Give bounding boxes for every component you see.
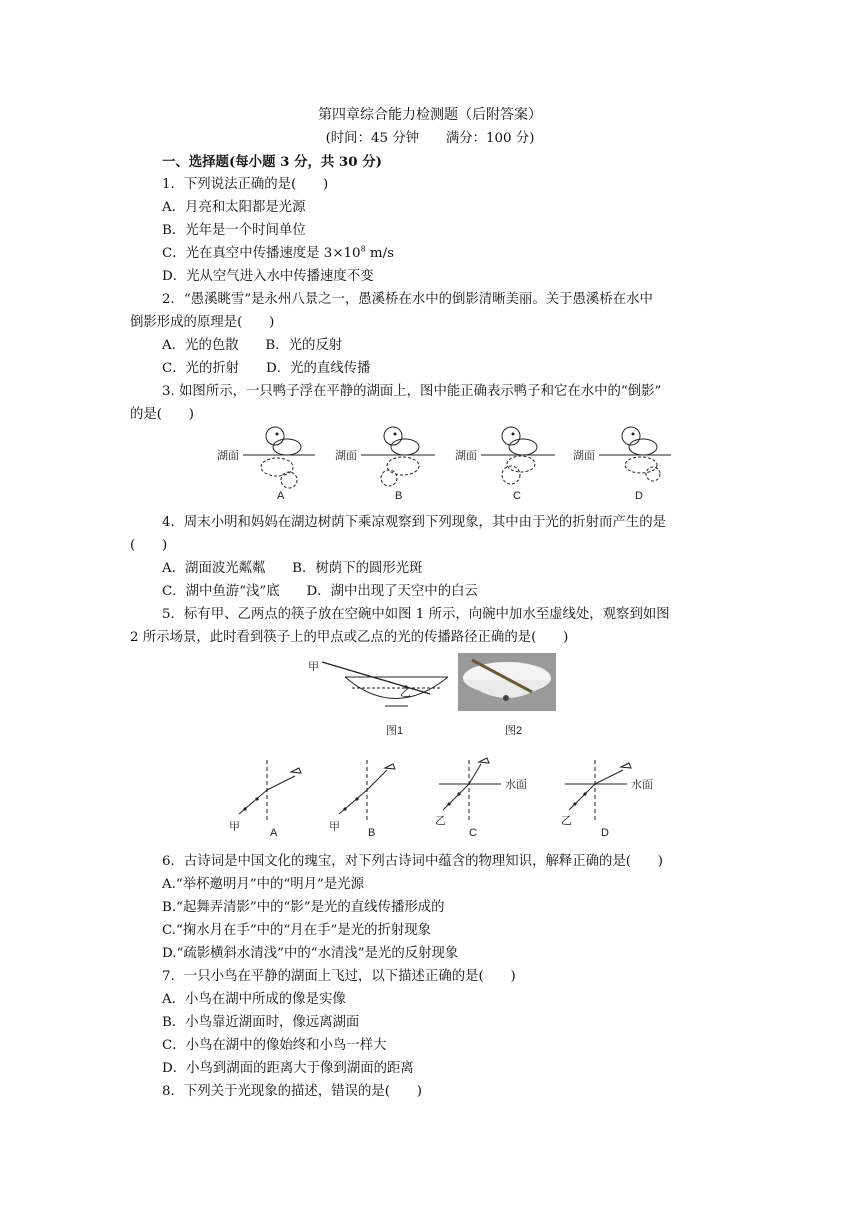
path-a-point-label: 甲 bbox=[229, 821, 240, 833]
q4-stem-line1: 4．周末小明和妈妈在湖边树荫下乘凉观察到下列现象，其中由于光的折射而产生的是 bbox=[162, 515, 666, 530]
q2-options-cd: C．光的折射 D．光的直线传播 bbox=[162, 361, 371, 376]
path-option-label-d: D bbox=[601, 827, 609, 839]
q6-option-c: C.“掬水月在手”中的“月在手”是光的折射现象 bbox=[162, 923, 432, 938]
q4-options-cd: C．湖中鱼游“浅”底 D．湖中出现了天空中的白云 bbox=[162, 584, 478, 599]
q3-stem-line1: 3. 如图所示，一只鸭子浮在平静的湖面上，图中能正确表示鸭子和它在水中的“倒影” bbox=[162, 384, 662, 399]
q4-stem-line2: ( ) bbox=[130, 538, 168, 553]
duck-option-label-d: D bbox=[635, 490, 643, 502]
point-yi-label: 乙 bbox=[400, 687, 411, 699]
q3-stem-line2: 的是( ) bbox=[130, 407, 195, 422]
q6-option-d: D.“疏影横斜水清浅”中的“水清浅”是光的反射现象 bbox=[162, 946, 459, 961]
q5-stem-line2: 2 所示场景，此时看到筷子上的甲点或乙点的光的传播路径正确的是( ) bbox=[130, 630, 569, 645]
path-option-label-a: A bbox=[270, 827, 278, 839]
point-jia-label: 甲 bbox=[308, 661, 319, 673]
q1-option-d: D．光从空气进入水中传播速度不变 bbox=[162, 269, 374, 284]
path-option-d bbox=[561, 760, 653, 839]
q5-stem-line1: 5．标有甲、乙两点的筷子放在空碗中如图 1 所示，向碗中加水至虚线处，观察到如图 bbox=[162, 607, 670, 622]
duck-option-a bbox=[217, 427, 315, 502]
q1-option-a: A．月亮和太阳都是光源 bbox=[162, 200, 306, 215]
duck-option-label-b: B bbox=[395, 490, 403, 502]
duck-option-d bbox=[573, 427, 671, 502]
q2-stem-line1: 2．“愚溪眺雪”是永州八景之一，愚溪桥在水中的倒影清晰美丽。关于愚溪桥在水中 bbox=[162, 292, 653, 307]
q5-bowl-figures bbox=[300, 650, 570, 742]
path-option-label-c: C bbox=[469, 827, 477, 839]
water-label-c: 水面 bbox=[505, 779, 527, 791]
duck-option-label-c: C bbox=[513, 490, 521, 502]
water-label-d: 水面 bbox=[631, 779, 653, 791]
figure-2-caption: 图2 bbox=[505, 725, 523, 737]
q1-option-c bbox=[162, 244, 394, 264]
q6-option-b: B.“起舞弄清影”中的“影”是光的直线传播形成的 bbox=[162, 900, 445, 915]
duck-option-label-a: A bbox=[277, 490, 285, 502]
path-b-point-label: 甲 bbox=[329, 821, 340, 833]
page-title: 第四章综合能力检测题（后附答案） bbox=[318, 107, 542, 123]
path-d-point-label: 乙 bbox=[561, 815, 572, 827]
duck-option-b bbox=[335, 427, 435, 502]
q1-option-c-text: C．光在真空中传播速度是 3×10 bbox=[162, 246, 361, 261]
q8-stem: 8．下列关于光现象的描述，错误的是( ) bbox=[162, 1084, 422, 1099]
section-heading: 一、选择题(每小题 3 分，共 30 分) bbox=[162, 154, 382, 170]
q2-options-ab: A．光的色散 B．光的反射 bbox=[162, 338, 343, 353]
q7-option-c: C．小鸟在湖中的像始终和小鸟一样大 bbox=[162, 1038, 387, 1053]
path-option-a bbox=[229, 760, 301, 839]
q2-stem-line2: 倒影形成的原理是( ) bbox=[130, 315, 275, 330]
surface-label-c: 湖面 bbox=[455, 450, 477, 462]
q1-option-c-unit: m/s bbox=[365, 246, 395, 261]
q7-option-a: A．小鸟在湖中所成的像是实像 bbox=[162, 992, 346, 1007]
q7-stem: 7．一只小鸟在平静的湖面上飞过，以下描述正确的是( ) bbox=[162, 969, 516, 984]
exam-meta: (时间：45 分钟 满分：100 分) bbox=[325, 131, 535, 146]
q6-option-a: A.“举杯邀明月”中的“明月”是光源 bbox=[162, 877, 364, 892]
figure-1-caption: 图1 bbox=[386, 725, 404, 737]
q5-light-path-figure bbox=[225, 752, 665, 844]
figure-1-bowl bbox=[308, 660, 448, 737]
q3-duck-figure bbox=[205, 422, 695, 504]
q1-option-b: B．光年是一个时间单位 bbox=[162, 223, 306, 238]
q1-option-c-exponent: 8 bbox=[360, 244, 366, 254]
surface-label-d: 湖面 bbox=[573, 450, 595, 462]
q1-stem: 1．下列说法正确的是( ) bbox=[162, 177, 329, 192]
path-option-c bbox=[435, 758, 527, 839]
path-option-b bbox=[329, 760, 395, 839]
path-c-point-label: 乙 bbox=[435, 815, 446, 827]
q7-option-d: D．小鸟到湖面的距离大于像到湖面的距离 bbox=[162, 1061, 414, 1076]
surface-label-a: 湖面 bbox=[217, 450, 239, 462]
surface-label-b: 湖面 bbox=[335, 450, 357, 462]
q6-stem: 6．古诗词是中国文化的瑰宝，对下列古诗词中蕴含的物理知识，解释正确的是( ) bbox=[162, 854, 664, 869]
path-option-label-b: B bbox=[368, 827, 376, 839]
q4-options-ab: A．湖面波光粼粼 B．树荫下的圆形光斑 bbox=[162, 561, 423, 576]
q7-option-b: B．小鸟靠近湖面时，像远离湖面 bbox=[162, 1015, 360, 1030]
duck-option-c bbox=[455, 427, 555, 502]
figure-2-photo bbox=[458, 653, 556, 737]
